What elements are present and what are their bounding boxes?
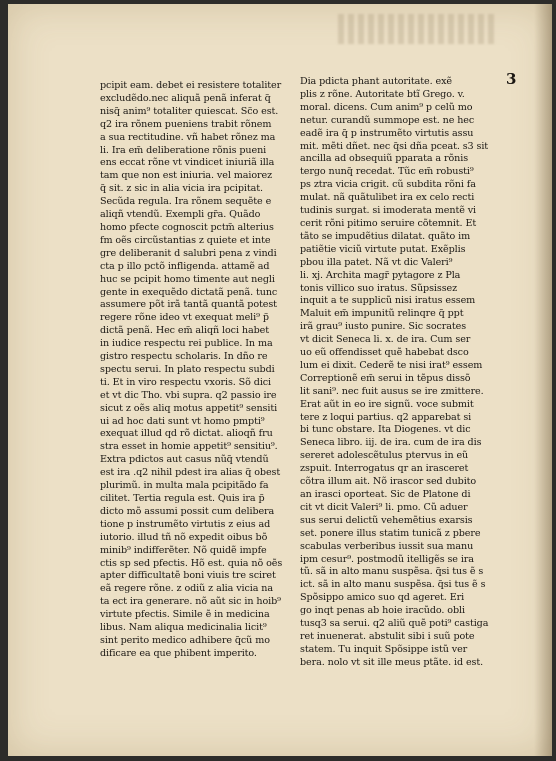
text-line: Spõsippo amico suo qd ageret. Eri	[300, 592, 465, 604]
text-line: cerit rõni pitimo seruire cõtemnit. Et	[300, 217, 477, 229]
text-line: tũ. sã in alto manu suspẽsa. q̃si tus ẽ s	[300, 566, 484, 578]
text-line: fm oẽs circũstantias z quiete et inte	[100, 234, 271, 246]
text-line: gre deliberanit d salubri pena z vindi	[100, 247, 277, 259]
text-line: patiẽtie viciũ virtute putat. Exẽplis	[300, 243, 466, 255]
text-line: aliqñ vtendũ. Exempli gr̃a. Quãdo	[100, 209, 261, 221]
text-line: scabulas verberibus iussit sua manu	[300, 540, 474, 552]
book-page	[8, 4, 552, 756]
text-line: moral. dicens. Cum anim⁹ p celũ mo	[300, 101, 473, 113]
text-line: Erat aũt in eo ire signũ. voce submit	[300, 398, 474, 410]
left-text-column	[100, 80, 300, 661]
text-line: minib⁹ indifferẽter. Nõ quidẽ impfe	[100, 544, 267, 556]
text-line: tere z loqui partius. q2 apparebat si	[300, 411, 472, 423]
text-line: lit sani⁹. nec fuit ausus se ire zmittere.	[300, 385, 484, 397]
text-line: lum ei dixit. Cederẽ te nisi irat⁹ essem	[300, 359, 483, 371]
text-line: plurimũ. in multa mala pcipitãdo fa	[100, 480, 269, 492]
text-line: cõtra illum ait. Nõ irascor sed dubito	[300, 476, 477, 488]
text-line: cilitet. Tertia regula est. Quis ira p̃	[100, 493, 265, 504]
text-line: irã grau⁹ iusto punire. Sic socrates	[300, 321, 467, 333]
text-line: tonis villico suo iratus. Sũpsissez	[300, 282, 458, 294]
text-line: bi tunc obstare. Ita Diogenes. vt dic	[300, 424, 471, 436]
text-line: pcipit eam. debet ei resistere totaliter	[100, 80, 282, 91]
text-line: assumere põt irã tantã quantã potest	[100, 299, 277, 311]
text-line: plis z rõne. Autoritate btĩ Grego. v.	[300, 88, 465, 100]
text-line: ps ztra vicia crigit. cũ subdita rõni fa	[300, 179, 476, 191]
text-line: stra esset in homie appetit⁹ sensitiu⁹.	[100, 441, 278, 453]
text-line: eadẽ ira q̃ p instrumẽto virtutis assu	[300, 127, 474, 139]
text-line: huc se pcipit homo timente aut negli	[100, 273, 275, 285]
text-line: li. xj. Archita magr̃ pytagore z Pla	[300, 269, 461, 281]
show-through-ink	[338, 14, 498, 44]
text-line: tergo nunq̃ recedat. Tũc em̃ robusti⁹	[300, 166, 474, 178]
text-line: spectu serui. In plato respectu subdi	[100, 363, 275, 375]
text-line: uo eũ offendisset quẽ habebat dsco	[300, 347, 469, 359]
text-line: ta ect ira generare. nõ aũt sic in hoib⁹	[100, 596, 281, 608]
text-line: tãto se impudẽtius dilatat. quãto im	[300, 230, 471, 242]
text-line: an irasci oporteat. Sic de Platone di	[300, 489, 471, 500]
text-line: ctis sp sed pfectis. Hõ est. quia nõ oẽs	[100, 557, 283, 569]
text-line: tam que non est iniuria. vel maiorez	[100, 170, 273, 182]
text-line: li. Ira em̃ deliberatione rõnis pueni	[100, 144, 267, 156]
text-line: eã regere rõne. z odiũ z alia vicia na	[100, 583, 274, 595]
right-text-column	[300, 76, 500, 670]
text-line: ui ad hoc dati sunt vt homo pmpti⁹	[100, 415, 265, 427]
text-line: Maluit em̃ impunitũ relinqre q̃ ppt	[300, 308, 464, 320]
text-line: et vt dic Tho. vbi supra. q2 passio ire	[100, 389, 277, 401]
text-line: Secũda regula. Ira rõnem sequẽte e	[100, 196, 272, 208]
text-line: ens eccat rõne vt vindicet iniuriã illa	[100, 157, 275, 169]
text-line: Extra pdictos aut casus nũq̃ vtendũ	[100, 454, 269, 466]
text-line: dificare ea que phibent imperito.	[100, 647, 257, 659]
text-line: cta p illo pctõ infligenda. attamẽ ad	[100, 260, 270, 272]
text-line: ancilla ad obsequiũ pparata a rõnis	[300, 153, 469, 165]
text-line: ret inuenerat. abstulit sibi i suũ pote	[300, 630, 475, 642]
text-line: sicut z oẽs aliq motus appetit⁹ sensiti	[100, 402, 278, 414]
text-line: bera. nolo vt sit ille meus ptãte. id est.	[300, 656, 484, 668]
text-line: vt dicit Seneca li. x. de ira. Cum ser	[300, 334, 471, 346]
text-line: Dia pdicta phant autoritate. exẽ	[300, 76, 452, 87]
text-line: Correptionẽ em̃ serui in tẽpus dissõ	[300, 372, 471, 384]
text-line: tione p instrumẽto virtutis z eius ad	[100, 518, 271, 530]
text-line: mulat. nã quãtulibet ira ex celo recti	[300, 192, 475, 204]
text-line: Seneca libro. iij. de ira. cum de ira dis	[300, 437, 482, 449]
text-line: est ira .q2 nihil pdest ira alias q̃ obest	[100, 467, 281, 479]
text-line: inquit a te supplicũ nisi iratus essem	[300, 295, 476, 307]
text-line: ti. Et in viro respectu vxoris. Sõ dici	[100, 376, 272, 388]
text-line: tudinis surgat. si imoderata mentẽ vi	[300, 205, 477, 217]
text-line: q2 ira rõnem pueniens trabit rõnem	[100, 118, 272, 130]
page-gutter	[534, 4, 552, 756]
text-line: gistro respectu scholaris. In dño re	[100, 351, 268, 363]
text-line: sus serui delictũ vehemẽtius exarsis	[300, 514, 473, 526]
text-line: dicto mõ assumi possit cum delibera	[100, 505, 275, 517]
text-line: excludẽdo.nec aliquã penã inferat q̃	[100, 92, 271, 104]
text-line: sint perito medico adhibere q̃cũ mo	[100, 634, 270, 646]
text-line: gente in exequẽdo dictatã penã. tunc	[100, 286, 278, 298]
text-line: a sua rectitudine. vñ habet rõnez ma	[100, 131, 276, 143]
text-line: ipm cesur⁹. postmodũ itelligẽs se ira	[300, 553, 474, 565]
text-line: apter difficultatẽ boni viuis tre sciret	[100, 570, 276, 582]
text-line: sereret adolescẽtulus ptervus in eũ	[300, 450, 469, 462]
text-line: nisq̃ anim⁹ totaliter quiescat. Sc̃o est.	[100, 105, 279, 117]
text-line: homo pfecte cognoscit pctm̃ alterius	[100, 221, 274, 233]
text-line: regere rõne ideo vt exequat meli⁹ p̃	[100, 312, 269, 324]
text-line: pbou illa patet. Nã vt dic Valeri⁹	[300, 256, 453, 268]
text-line: tusq3 sa serui. q2 aliũ quẽ poti⁹ castiga	[300, 618, 489, 630]
text-line: cit vt dicit Valeri⁹ li. pmo. Cũ aduer	[300, 501, 468, 513]
text-line: go inqt penas ab hoie iracũdo. obli	[300, 605, 465, 617]
text-line: netur. curandũ summope est. ne hec	[300, 114, 475, 126]
text-line: in iudice respectu rei publice. In ma	[100, 338, 273, 350]
text-line: exequat illud qd rõ dictat. alioqñ fru	[100, 428, 273, 440]
folio-number: 3	[506, 70, 517, 88]
text-line: ict. sã in alto manu suspẽsa. q̃si tus ẽ s	[300, 579, 486, 591]
text-line: libus. Nam aliqua medicinalia licit⁹	[100, 622, 267, 634]
text-line: set. ponere illus statim tunicã z pbere	[300, 527, 481, 539]
text-line: virtute pfectis. Simile ẽ in medicina	[100, 609, 270, 621]
text-line: statem. Tu inquit Spõsippe istũ ver	[300, 643, 468, 655]
text-line: iutorio. illud tñ nõ expedit oibus bõ	[100, 531, 268, 543]
text-line: mit. mẽti dñet. nec q̃si dña pceat. s3 sit	[300, 140, 489, 152]
text-line: q̃ sit. z sic in alia vicia ira pcipitat.	[100, 183, 263, 195]
text-line: dictã penã. Hec em̃ aliqñ loci habet	[100, 325, 269, 337]
text-line: zspuit. Interrogatus qr an irasceret	[300, 463, 469, 475]
